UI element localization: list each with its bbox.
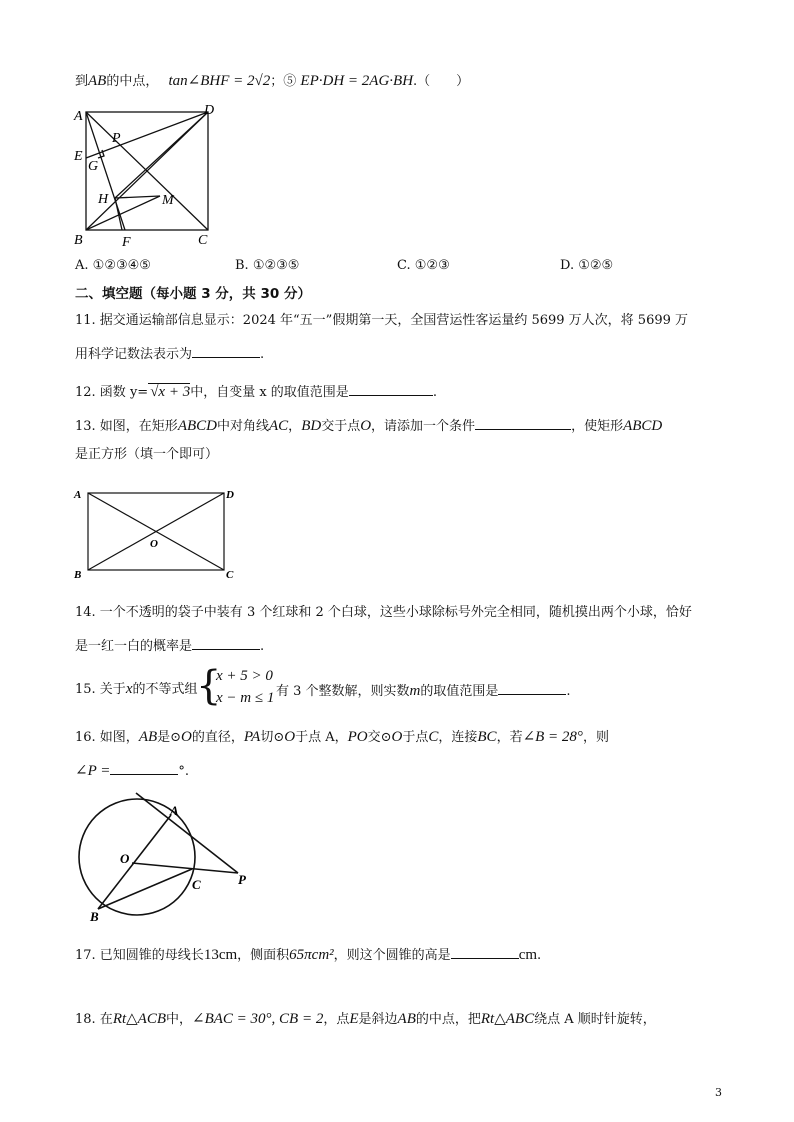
text-fragment: . [260,347,265,362]
text-fragment: 是一红一白的概率是 [75,639,193,654]
q16-circle-figure [70,785,270,925]
q16-line2 [75,760,189,781]
math-ab: AB [88,73,107,89]
text-fragment: 于点 A， [295,730,348,745]
text-fragment: ，点 [323,1012,350,1027]
inequality-2: x − m ≤ 1 [216,690,275,706]
text-fragment: ，若 [496,730,523,745]
label-c: C [226,569,234,581]
tan-expression: tan∠BHF = 2√2 [168,73,271,89]
text-fragment: 的中点，把 [415,1012,481,1027]
text-fragment: 的取值范围是 [420,684,499,699]
label-f: F [122,235,131,250]
option-d[interactable] [560,258,613,273]
inequality-1: x + 5 > 0 [216,668,273,684]
math-ac: AC [269,418,289,434]
answer-blank[interactable] [451,944,519,959]
text-fragment: 是⊙ [157,730,182,745]
option-letter: D. [560,258,575,273]
item-marker: ⑤ [283,74,297,89]
text-fragment: .（ ） [413,74,470,89]
math-o: O [360,418,372,434]
math-po: PO [347,729,368,745]
text-fragment: °. [178,764,189,779]
option-text: ①②③ [414,258,450,273]
text-fragment: 切⊙ [260,730,285,745]
text-fragment: 交⊙ [367,730,392,745]
label-p: P [238,872,246,887]
answer-blank[interactable] [498,680,566,695]
math-condition: ∠BAC = 30°, CB = 2 [192,1011,324,1027]
q11-line2 [75,343,264,364]
answer-blank[interactable] [475,415,571,430]
math-triangle: Rt△ACB [112,1011,167,1027]
label-o: O [120,851,130,866]
math-pa: PA [243,729,261,745]
label-d: D [204,103,215,118]
text-fragment: 的直径， [191,730,244,745]
q10-square-figure [70,100,220,250]
q12-line [75,381,437,402]
line-ed [86,112,208,158]
text-fragment: . [537,948,542,963]
radical-expression: √x + 3 [150,384,191,400]
label-p: P [112,131,121,146]
answer-blank[interactable] [192,635,260,650]
text-fragment: 18. 在 [75,1012,113,1027]
q13-line2: 是正方形（填一个即可） [75,447,219,462]
math-m: m [409,683,421,699]
q13-line1 [75,415,662,436]
option-letter: B. [235,258,249,273]
text-fragment: ，则 [582,730,609,745]
q16-line1 [75,728,609,747]
text-fragment: ，侧面积 [237,948,290,963]
label-e: E [74,149,83,164]
label-b: B [90,909,99,924]
option-c[interactable] [397,258,450,273]
text-fragment: ， [288,419,302,434]
text-fragment: 于点 [402,730,429,745]
label-d: D [226,489,234,501]
math-o: O [181,729,192,745]
answer-blank[interactable] [110,760,178,775]
text-fragment: ，请添加一个条件 [371,419,476,434]
line-bc [98,869,192,909]
label-a: A [74,489,82,501]
q14-line2 [75,635,264,656]
math-length: 13cm [203,947,238,963]
text-fragment: 中，自变量 x 的取值范围是 [190,385,349,400]
label-c: C [198,233,208,248]
q15-post [276,680,571,701]
text-fragment: 15. 关于 [75,682,126,697]
label-b: B [74,233,83,248]
text-fragment: 有 3 个整数解，则实数 [276,684,410,699]
math-triangle: Rt△ABC [480,1011,535,1027]
text-fragment: . [432,385,437,400]
system-brace: { [196,663,222,709]
text-fragment: 中， [166,1012,193,1027]
math-ab: AB [397,1011,416,1027]
q17-line [75,944,541,965]
option-a[interactable] [75,258,151,273]
text-fragment: 12. 函数 y= [75,385,149,400]
label-o: O [150,538,158,550]
math-unit: cm [518,947,538,963]
angle-p: ∠P = [75,763,111,779]
answer-blank[interactable] [192,343,260,358]
equation-5: EP·DH = 2AG·BH [300,73,414,89]
math-c: C [428,729,439,745]
text-fragment: ，则这个圆锥的高是 [333,948,451,963]
section-heading: 二、填空题（每小题 3 分，共 30 分） [75,286,311,302]
q18-line [75,1010,656,1029]
math-e: E [349,1011,359,1027]
text-fragment: 交于点 [321,419,361,434]
option-text: ①②⑤ [578,258,614,273]
math-o: O [391,729,403,745]
diameter-ab [98,815,171,909]
label-m: M [162,193,174,208]
label-h: H [98,192,109,207]
text-fragment: 是斜边 [358,1012,398,1027]
text-fragment: ； [270,74,284,89]
text-fragment: 的中点， [106,74,159,89]
q15-pre [75,680,198,699]
label-c: C [192,877,201,892]
q14-line1: 14. 一个不透明的袋子中装有 3 个红球和 2 个白球，这些小球除标号外完全相同，随机摸出两个小球，恰好 [75,605,692,620]
math-bd: BD [301,418,322,434]
page-number: 3 [715,1086,722,1099]
text-fragment: 到 [75,74,89,89]
text-fragment: . [260,639,265,654]
math-area: 65πcm² [289,947,334,963]
math-abcd: ABCD [177,418,217,434]
math-x: x [125,681,133,697]
q10-tail-line [75,72,469,91]
angle-b: ∠B = 28° [522,729,583,745]
text-fragment: ，连接 [438,730,478,745]
answer-blank[interactable] [349,381,433,396]
text-fragment: 17. 已知圆锥的母线长 [75,948,204,963]
q11-line1: 11. 据交通运输部信息显示：2024 年“五一”假期第一天，全国营运性客运量约 5699 万人次，将 5699 万 [75,313,689,328]
text-fragment: 用科学记数法表示为 [75,347,193,362]
label-g: G [88,159,99,174]
q13-rectangle-figure [70,485,245,581]
math-abcd: ABCD [623,418,663,434]
text-fragment: 中对角线 [216,419,269,434]
option-text: ①②③④⑤ [92,258,151,273]
label-b: B [74,569,82,581]
math-bc: BC [477,729,497,745]
label-a: A [74,109,83,124]
text-fragment: ，使矩形 [571,419,624,434]
option-letter: A. [75,258,89,273]
label-a: A [170,803,179,818]
option-b[interactable] [235,258,299,273]
text-fragment: 的不等式组 [132,682,198,697]
text-fragment: 16. 如图， [75,730,139,745]
option-letter: C. [397,258,411,273]
tangent-line-pa [136,793,238,873]
math-o: O [284,729,296,745]
text-fragment: 绕点 A 顺时针旋转， [534,1012,656,1027]
option-text: ①②③⑤ [252,258,300,273]
text-fragment: . [566,684,571,699]
text-fragment: 13. 如图，在矩形 [75,419,178,434]
math-ab: AB [138,729,158,745]
